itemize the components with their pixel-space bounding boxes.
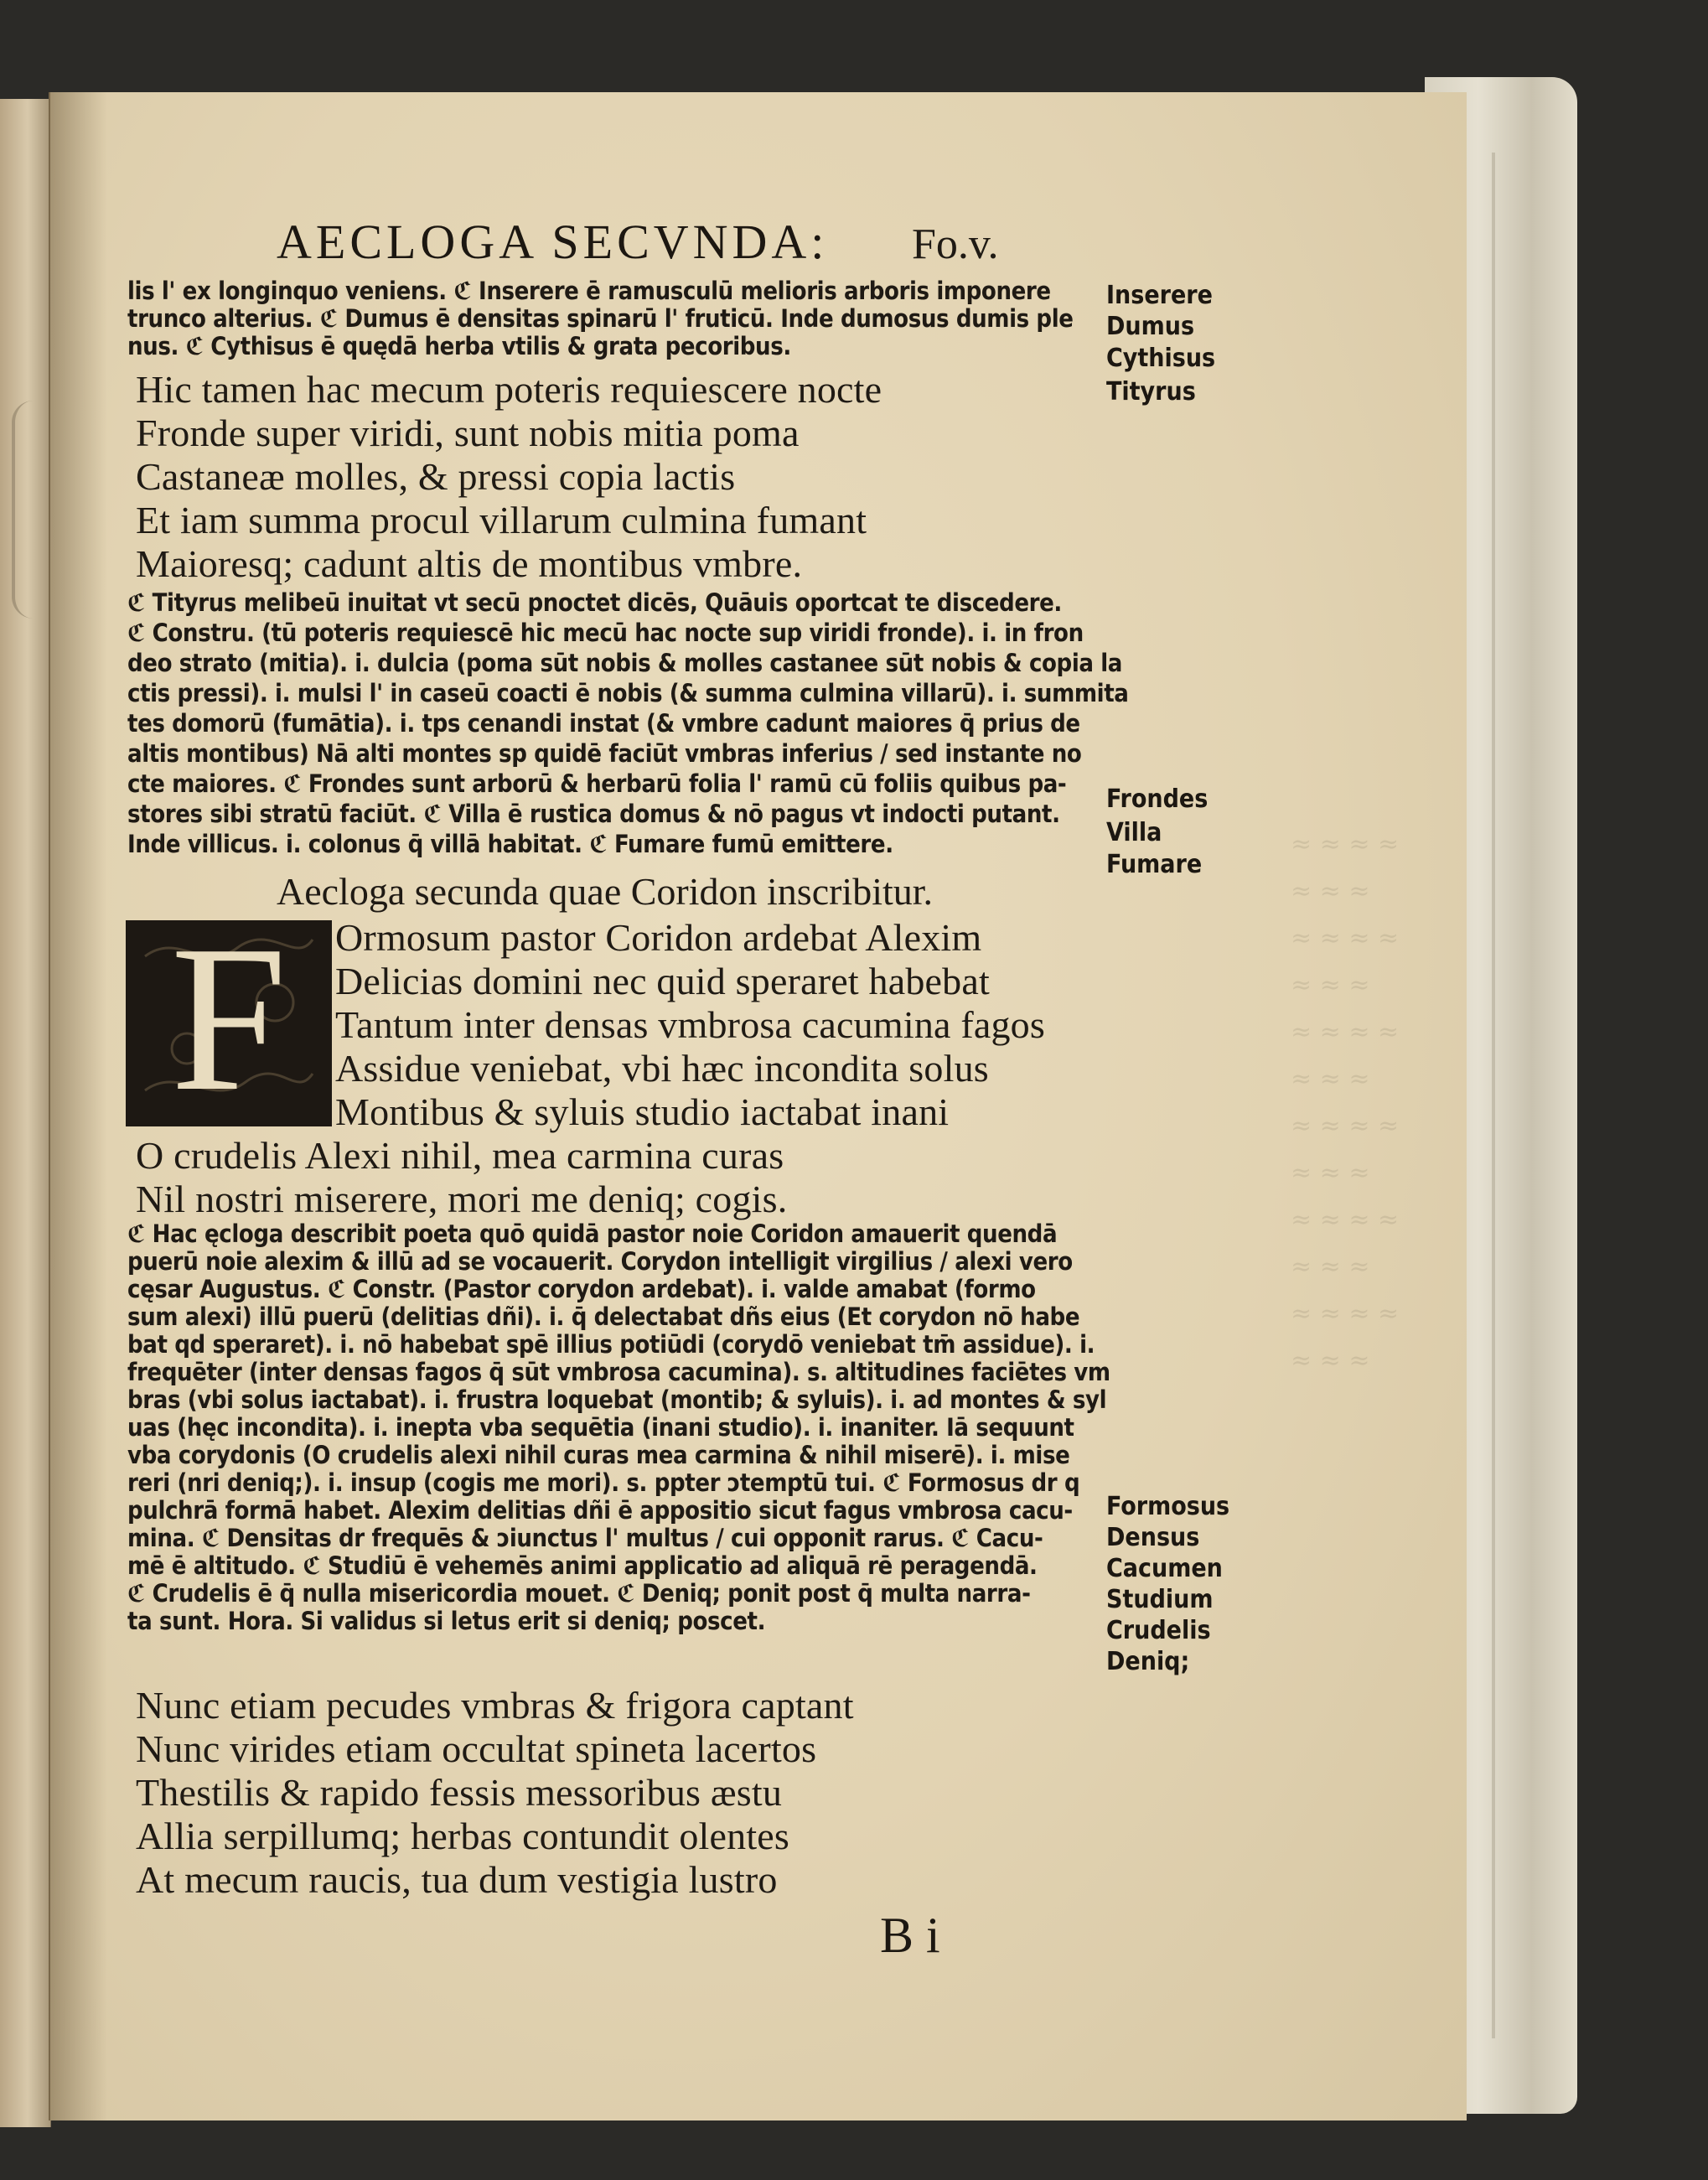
margin-note: Tityrus xyxy=(1106,377,1196,406)
eclogue-title: Aecloga secunda quae Coridon inscribitur. xyxy=(277,870,934,913)
margin-note: Inserere xyxy=(1106,281,1213,310)
gloss-line: ℭ Constru. (tū poteris requiescē hic mecū hac nocte sup viridi fronde). i. in fron xyxy=(127,619,1084,647)
gloss-line: cęsar Augustus. ℭ Constr. (Pastor corydon ardebat). i. valde amabat (formo xyxy=(127,1275,1036,1303)
margin-note: Densus xyxy=(1106,1523,1200,1552)
verse-line: Nil nostri miserere, mori me deniq; cogis. xyxy=(136,1178,788,1220)
running-heading: AECLOGA SECVNDA: xyxy=(277,215,829,269)
gloss-line: vba corydonis (O crudelis alexi nihil curas mea carmina & nihil miserē). i. mise xyxy=(127,1441,1070,1469)
verse-line: At mecum raucis, tua dum vestigia lustro xyxy=(136,1858,778,1901)
verse-line: Ormosum pastor Coridon ardebat Alexim xyxy=(335,916,982,959)
margin-note: Cythisus xyxy=(1106,344,1216,373)
gloss-line: nus. ℭ Cythisus ē quędā herba vtilis & grata pecoribus. xyxy=(127,332,791,360)
facing-page-edge xyxy=(0,99,51,2127)
gloss-line: mina. ℭ Densitas dr frequēs & ɔiunctus l' multus / cui opponit rarus. ℭ Cacu- xyxy=(127,1524,1043,1552)
margin-note: Studium xyxy=(1106,1585,1214,1614)
margin-note: Formosus xyxy=(1106,1492,1230,1521)
gloss-line: deo strato (mitia). i. dulcia (poma sūt nobis & molles castanee sūt nobis & copia la xyxy=(127,649,1122,677)
gloss-line: Inde villicus. i. colonus q̄ villā habitat. ℭ Fumare fumū emittere. xyxy=(127,830,893,858)
verse-line: Et iam summa procul villarum culmina fumant xyxy=(136,499,867,541)
gloss-line: lis l' ex longinquo veniens. ℭ Inserere ē ramusculū melioris arboris imponere xyxy=(127,277,1051,305)
gloss-line: mē ē altitudo. ℭ Studiū ē vehemēs animi applicatio ad aliquā rē peragendā. xyxy=(127,1551,1038,1580)
initial-letter: F xyxy=(170,903,287,1135)
gloss-line: sum alexi) illū puerū (delitias dñi). i. q̄ delectabat dñs eius (Et corydon nō habe xyxy=(127,1302,1080,1331)
gloss-line: stores sibi stratū faciūt. ℭ Villa ē rustica domus & nō pagus vt indocti putant. xyxy=(127,800,1060,828)
verse-line: Hic tamen hac mecum poteris requiescere nocte xyxy=(136,368,882,411)
gloss-line: puerū noie alexim & illū ad se vocauerit. Corydon intelligit virgilius / alexi vero xyxy=(127,1247,1073,1276)
gloss-line: reri (nri deniq;). i. insup (cogis me mori). s. ppter ɔtemptū tui. ℭ Formosus dr q xyxy=(127,1468,1080,1497)
margin-note: Frondes xyxy=(1106,784,1209,814)
gloss-line: ta sunt. Hora. Si validus si letus erit si deniq; poscet. xyxy=(127,1607,766,1635)
verse-line: Castaneæ molles, & pressi copia lactis xyxy=(136,455,736,498)
margin-note: Cacumen xyxy=(1106,1554,1223,1583)
gloss-line: pulchrā formā habet. Alexim delitias dñi ē appositio sicut fagus vmbrosa cacu- xyxy=(127,1496,1073,1525)
gutter-shadow xyxy=(49,92,107,2120)
verse-line: Allia serpillumq; herbas contundit olentes xyxy=(136,1815,790,1857)
gloss-line: ctis pressi). i. mulsi l' in caseū coacti ē nobis (& summa culmina villarū). i. summita xyxy=(127,679,1129,707)
gloss-line: uas (hęc incondita). i. inepta vba sequētia (inani studio). i. inaniter. Iā sequunt xyxy=(127,1413,1074,1442)
folio-number: Fo.v. xyxy=(912,220,999,268)
binding-thread xyxy=(12,401,34,619)
gloss-line: altis montibus) Nā alti montes sp quidē faciūt vmbras inferius / sed instante no xyxy=(127,739,1082,768)
show-through-text: ≈ ≈ ≈ ≈ ≈ ≈ ≈ ≈ ≈ ≈ ≈ ≈ ≈ ≈ ≈ ≈ ≈ ≈ ≈ ≈ ≈ ≈ ≈ ≈ ≈ ≈ ≈ ≈ ≈ ≈ ≈ ≈ ≈ ≈ ≈ ≈ ≈ ≈ ≈ ≈ ≈ ≈ xyxy=(1291,830,1400,1375)
verse-line: Fronde super viridi, sunt nobis mitia poma xyxy=(136,412,800,454)
margin-note: Villa xyxy=(1106,818,1162,847)
verse-line: Montibus & syluis studio iactabat inani xyxy=(335,1090,950,1133)
verse-line: Delicias domini nec quid speraret habebat xyxy=(335,960,990,1002)
verse-line: Maioresq; cadunt altis de montibus vmbre. xyxy=(136,542,803,585)
verse-line: Tantum inter densas vmbrosa cacumina fagos xyxy=(335,1003,1045,1046)
margin-note: Crudelis xyxy=(1106,1616,1211,1645)
gloss-line: frequēter (inter densas fagos q̄ sūt vmbrosa cacumina). s. altitudines faciētes vm xyxy=(127,1358,1110,1386)
gloss-line: tes domorū (fumātia). i. tps cenandi instat (& vmbre cadunt maiores q̄ prius de xyxy=(127,709,1080,738)
gloss-line: trunco alterius. ℭ Dumus ē densitas spinarū l' fruticū. Inde dumosus dumis ple xyxy=(127,304,1074,333)
gloss-line: bras (vbi solus iactabat). i. frustra loquebat (montib; & syluis). i. ad montes & syl xyxy=(127,1385,1107,1414)
verse-line: Thestilis & rapido fessis messoribus æstu xyxy=(136,1771,783,1814)
margin-note: Deniq; xyxy=(1106,1647,1190,1676)
gloss-line: cte maiores. ℭ Frondes sunt arborū & herbarū folia l' ramū cū foliis quibus pa- xyxy=(127,769,1067,798)
verse-line: Nunc virides etiam occultat spineta lacertos xyxy=(136,1727,817,1770)
margin-note: Dumus xyxy=(1106,312,1195,341)
margin-note: Fumare xyxy=(1106,850,1203,879)
verse-line: O crudelis Alexi nihil, mea carmina curas xyxy=(136,1134,784,1177)
verse-line: Nunc etiam pecudes vmbras & frigora captant xyxy=(136,1684,854,1727)
gloss-line: bat qd speraret). i. nō habebat spē illius potiūdi (corydō veniebat tm̄ assidue). i. xyxy=(127,1330,1095,1359)
gloss-line: ℭ Hac ęcloga describit poeta quō quidā pastor noie Coridon amauerit quendā xyxy=(127,1219,1058,1248)
gloss-line: ℭ Crudelis ē q̄ nulla misericordia mouet. ℭ Deniq; ponit post q̄ multa narra- xyxy=(127,1579,1031,1608)
verse-line: Assidue veniebat, vbi hæc incondita solus xyxy=(335,1047,989,1090)
decorated-initial xyxy=(126,903,332,1135)
gloss-line: ℭ Tityrus melibeū inuitat vt secū pnoctet dicēs, Quāuis oportcat te discedere. xyxy=(127,588,1062,617)
signature-mark: B i xyxy=(880,1908,940,1963)
